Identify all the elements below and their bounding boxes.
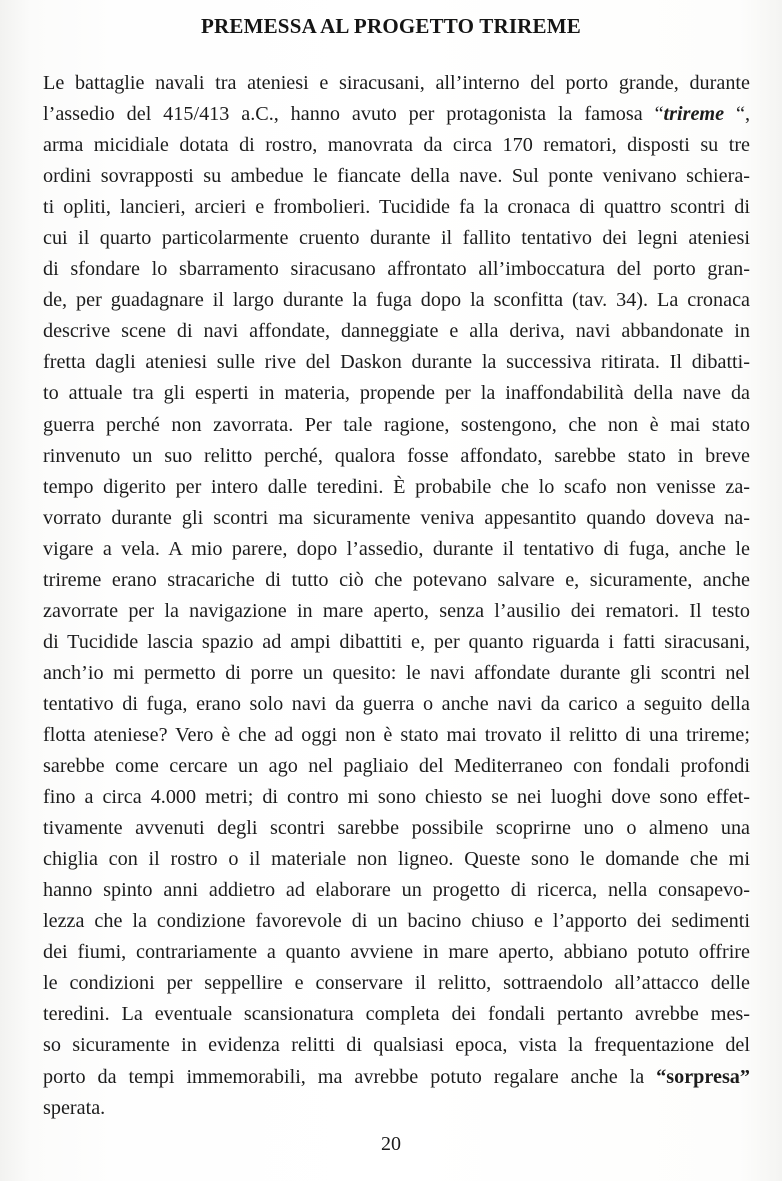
text-segment: tempo digerito per intero dalle teredini. È probabile che lo scafo non venisse za- — [43, 475, 750, 498]
text-line — [43, 1093, 750, 1124]
text-line — [43, 844, 750, 875]
text-segment: le condizioni per seppellire e conservare il relitto, sottraendolo all’attacco delle — [43, 972, 750, 995]
text-segment: vigare a vela. A mio parere, dopo l’assedio, durante il tentativo di fuga, anche le — [43, 537, 750, 560]
text-line — [43, 472, 750, 503]
text-segment: ti opliti, lancieri, arcieri e frombolieri. Tucidide fa la cronaca di quattro scontri di — [43, 196, 750, 219]
text-segment: to attuale tra gli esperti in materia, propende per la inaffondabilità della nave da — [43, 382, 750, 405]
text-segment: l’assedio del 415/413 a.C., hanno avuto per protagonista la famosa “ — [43, 103, 664, 126]
text-segment: anch’io mi permetto di porre un quesito: le navi affondate durante gli scontri nel — [43, 661, 750, 684]
text-segment: rinvenuto un suo relitto perché, qualora fosse affondato, sarebbe stato in breve — [43, 444, 750, 467]
text-line — [43, 720, 750, 751]
text-segment: chiglia con il rostro o il materiale non ligneo. Queste sono le domande che mi — [43, 848, 750, 871]
text-segment: “, — [724, 103, 750, 126]
text-segment: vorrato durante gli scontri ma sicuramente veniva appesantito quando doveva na- — [43, 506, 750, 529]
text-line — [43, 68, 750, 99]
text-line — [43, 441, 750, 472]
text-line — [43, 937, 750, 968]
text-line — [43, 689, 750, 720]
text-line — [43, 347, 750, 378]
text-segment: trireme erano stracariche di tutto ciò che potevano salvare e, sicuramente, anche — [43, 568, 750, 591]
text-segment: dei fiumi, contrariamente a quanto avviene in mare aperto, abbiano potuto offrire — [43, 941, 750, 964]
text-line — [43, 1030, 750, 1061]
text-segment: arma micidiale dotata di rostro, manovrata da circa 170 rematori, disposti su tre — [43, 134, 750, 157]
text-segment: so sicuramente in evidenza relitti di qualsiasi epoca, vista la frequentazione del — [43, 1034, 750, 1057]
text-segment: tivamente avvenuti degli scontri sarebbe possibile scoprirne uno o almeno una — [43, 817, 750, 840]
text-segment: cui il quarto particolarmente cruento durante il fallito tentativo dei legni ateniesi — [43, 227, 750, 250]
text-segment: flotta ateniese? Vero è che ad oggi non è stato mai trovato il relitto di una trireme; — [43, 723, 750, 746]
text-line — [43, 130, 750, 161]
text-line — [43, 316, 750, 347]
text-line — [43, 906, 750, 937]
text-line — [43, 751, 750, 782]
text-line — [43, 192, 750, 223]
text-line — [43, 285, 750, 316]
text-line — [43, 627, 750, 658]
text-segment: lezza che la condizione favorevole di un bacino chiuso e l’apporto dei sedimenti — [43, 910, 750, 933]
text-segment: fino a circa 4.000 metri; di contro mi sono chiesto se nei luoghi dove sono effet- — [43, 786, 750, 809]
text-segment: tentativo di fuga, erano solo navi da guerra o anche navi da carico a seguito della — [43, 692, 750, 715]
text-segment: teredini. La eventuale scansionatura completa dei fondali pertanto avrebbe mes- — [43, 1003, 750, 1026]
text-line — [43, 503, 750, 534]
text-line — [43, 875, 750, 906]
text-segment: fretta dagli ateniesi sulle rive del Daskon durante la successiva ritirata. Il dibatti- — [43, 351, 750, 374]
emphasized-text: “sorpresa” — [656, 1065, 750, 1088]
text-line — [43, 254, 750, 285]
text-segment: di sfondare lo sbarramento siracusano affrontato all’imboccatura del porto gran- — [43, 258, 750, 281]
text-line — [43, 223, 750, 254]
text-line — [43, 968, 750, 999]
text-segment: hanno spinto anni addietro ad elaborare un progetto di ricerca, nella consapevo- — [43, 879, 750, 902]
text-line — [43, 782, 750, 813]
text-segment: sarebbe come cercare un ago nel pagliaio del Mediterraneo con fondali profondi — [43, 755, 750, 778]
text-line — [43, 534, 750, 565]
text-line — [43, 161, 750, 192]
text-segment: Le battaglie navali tra ateniesi e siracusani, all’interno del porto grande, durante — [43, 72, 750, 94]
text-segment: descrive scene di navi affondate, danneggiate e alla deriva, navi abbandonate in — [43, 320, 750, 343]
text-segment: guerra perché non zavorrata. Per tale ragione, sostengono, che non è mai stato — [43, 413, 750, 436]
text-line — [43, 410, 750, 441]
text-line — [43, 999, 750, 1030]
text-segment: ordini sovrapposti su ambedue le fiancate della nave. Sul ponte venivano schiera- — [43, 165, 750, 188]
text-segment: di Tucidide lascia spazio ad ampi dibattiti e, per quanto riguarda i fatti siracusani, — [43, 630, 750, 653]
body-paragraph — [43, 68, 750, 1124]
emphasized-text: trireme — [663, 103, 725, 126]
text-line — [43, 1062, 750, 1093]
page-number: 20 — [381, 1133, 401, 1155]
text-segment: sperata. — [43, 1096, 106, 1119]
text-line — [43, 99, 750, 130]
text-line — [43, 565, 750, 596]
text-line — [43, 596, 750, 627]
page-title: PREMESSA AL PROGETTO TRIREME — [200, 14, 581, 38]
text-line — [43, 813, 750, 844]
text-line — [43, 658, 750, 689]
text-line — [43, 378, 750, 409]
text-segment: de, per guadagnare il largo durante la fuga dopo la sconfitta (tav. 34). La cronaca — [43, 289, 750, 312]
text-segment: porto da tempi immemorabili, ma avrebbe potuto regalare anche la — [43, 1065, 657, 1088]
text-segment: zavorrate per la navigazione in mare aperto, senza l’ausilio dei rematori. Il testo — [43, 599, 750, 622]
